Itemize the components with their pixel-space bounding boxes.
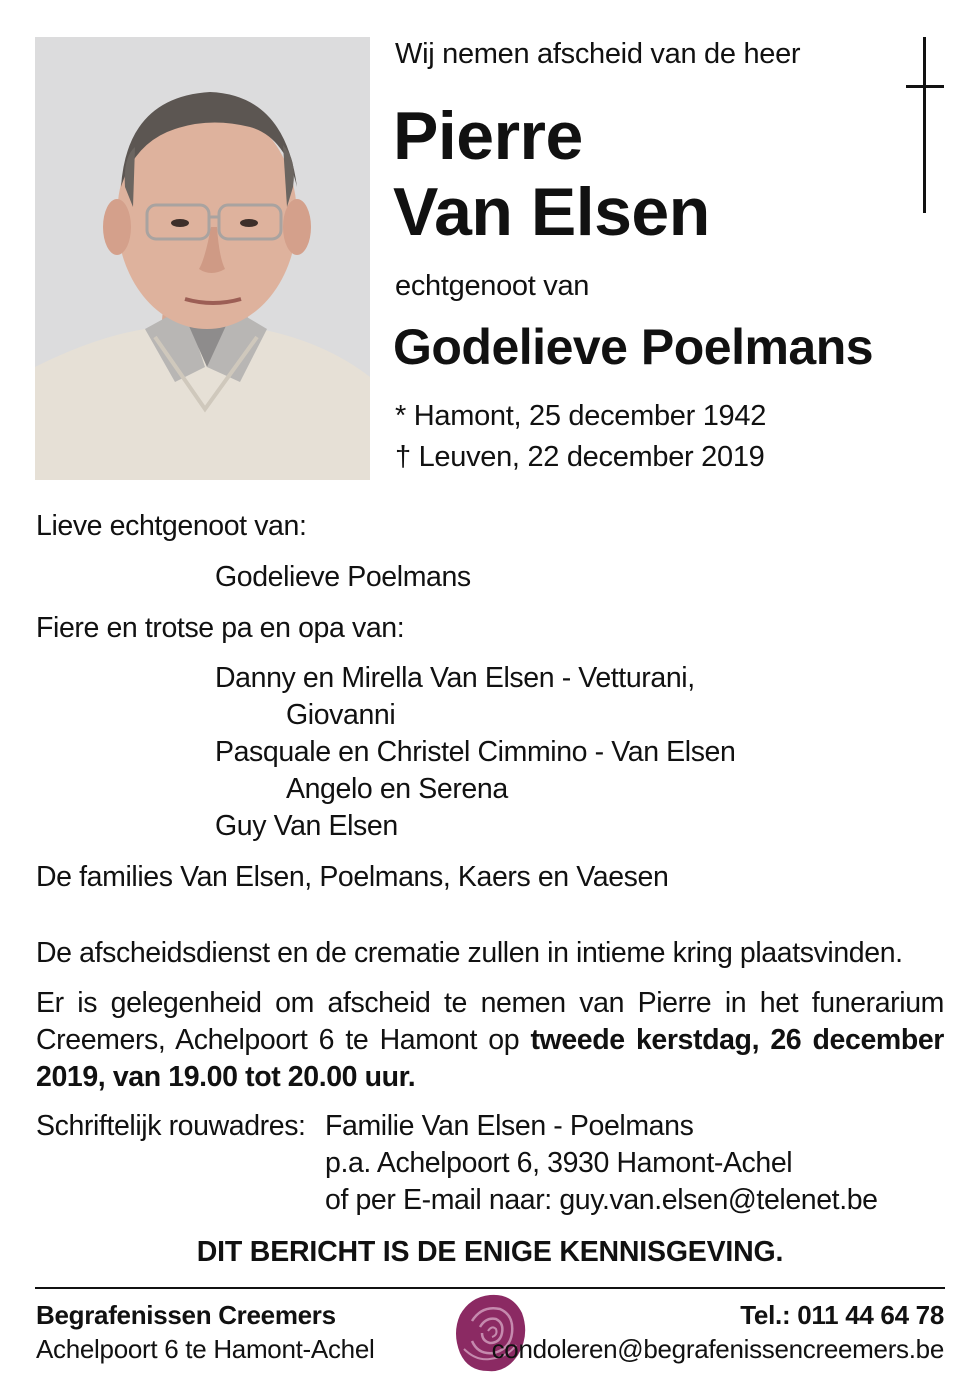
address-label: Schriftelijk rouwadres: bbox=[36, 1110, 306, 1142]
deceased-name bbox=[393, 98, 710, 250]
death-info: † Leuven, 22 december 2019 bbox=[395, 441, 765, 473]
footer-divider bbox=[35, 1287, 945, 1289]
child-line: Danny en Mirella Van Elsen - Vetturani, bbox=[215, 662, 695, 694]
intro-text: Wij nemen afscheid van de heer bbox=[395, 38, 801, 70]
funeral-home-name: Begrafenissen Creemers bbox=[36, 1300, 336, 1330]
grandchild-line: Angelo en Serena bbox=[286, 773, 508, 805]
address-email-line: of per E-mail naar: guy.van.elsen@telenet.be bbox=[325, 1184, 878, 1216]
visitation-text bbox=[36, 985, 944, 1096]
deceased-last-name: Van Elsen bbox=[393, 174, 710, 250]
visitation-text-regular: Er is gelegenheid om afscheid te nemen van Pierre in het funerarium Creemers, Achelpoort 6 te Hamont op bbox=[36, 987, 944, 1056]
funeral-home-address: Achelpoort 6 te Hamont-Achel bbox=[36, 1334, 375, 1364]
families-line: De families Van Elsen, Poelmans, Kaers en Vaesen bbox=[36, 861, 669, 893]
spouse-name: Godelieve Poelmans bbox=[393, 319, 874, 375]
spouse-intro: echtgenoot van bbox=[395, 270, 590, 302]
child-line: Guy Van Elsen bbox=[215, 810, 398, 842]
family-spouse: Godelieve Poelmans bbox=[215, 561, 471, 593]
child-line: Pasquale en Christel Cimmino - Van Elsen bbox=[215, 736, 736, 768]
grandchild-line: Giovanni bbox=[286, 699, 396, 731]
address-line: Familie Van Elsen - Poelmans bbox=[325, 1110, 694, 1142]
cross-icon-bar bbox=[906, 85, 944, 88]
funeral-home-email[interactable]: condoleren@begrafenissencreemers.be bbox=[491, 1334, 944, 1364]
notice-text: DIT BERICHT IS DE ENIGE KENNISGEVING. bbox=[196, 1236, 784, 1268]
children-label: Fiere en trotse pa en opa van: bbox=[36, 612, 405, 644]
ceremony-text: De afscheidsdienst en de crematie zullen in intieme kring plaatsvinden. bbox=[36, 937, 903, 969]
deceased-first-name: Pierre bbox=[393, 98, 583, 174]
address-line: p.a. Achelpoort 6, 3930 Hamont-Achel bbox=[325, 1147, 793, 1179]
cross-icon bbox=[923, 37, 926, 213]
portrait-photo bbox=[35, 37, 370, 480]
visitation-time: tweede kerstdag, 26 december 2019, van 19.00 tot 20.00 uur. bbox=[36, 1024, 944, 1093]
funeral-home-phone: Tel.: 011 44 64 78 bbox=[740, 1300, 944, 1330]
birth-info: * Hamont, 25 december 1942 bbox=[395, 400, 767, 432]
spouse-label: Lieve echtgenoot van: bbox=[36, 510, 307, 542]
